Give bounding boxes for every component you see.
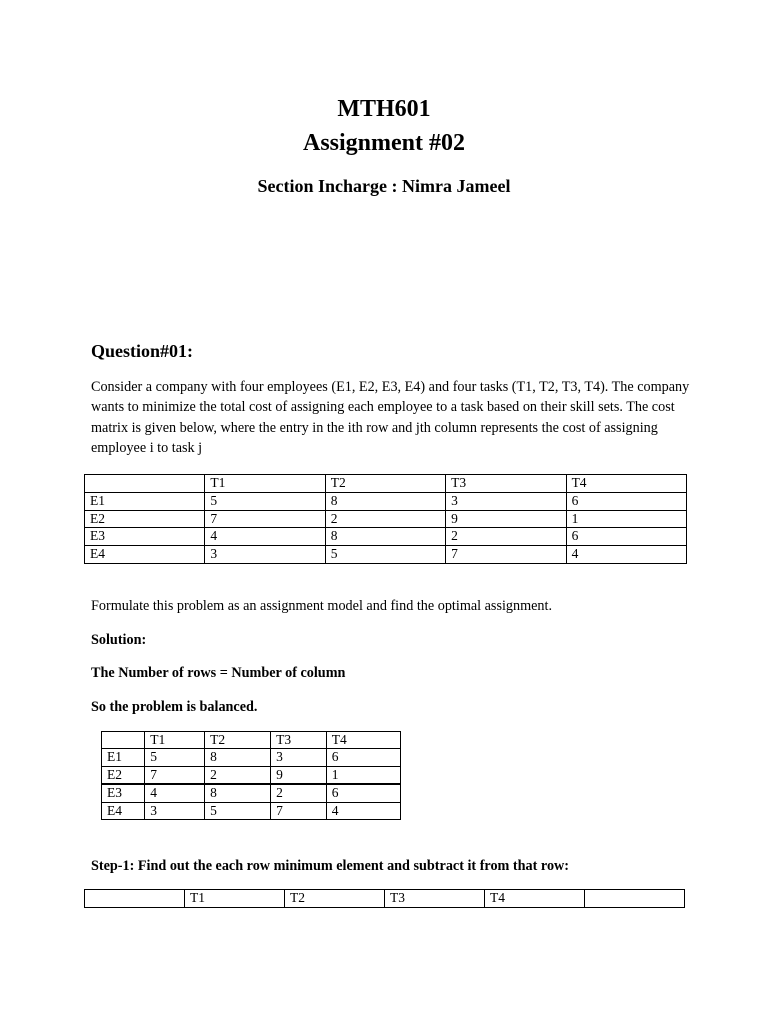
- row-label-cell: E3: [102, 784, 145, 802]
- formulate-instruction: Formulate this problem as an assignment model and find the optimal assignment.: [91, 598, 553, 614]
- header-cell: T2: [285, 890, 385, 908]
- table-cell: 4: [566, 546, 686, 564]
- table-cell: 7: [446, 546, 566, 564]
- table-row: [85, 510, 687, 528]
- table-header-row: [85, 890, 685, 908]
- table-row: [102, 802, 401, 819]
- table-cell: 5: [205, 802, 271, 819]
- table-cell: 7: [145, 766, 205, 784]
- header-cell: T1: [145, 732, 205, 749]
- table-cell: 2: [446, 528, 566, 546]
- header-cell: T4: [326, 732, 400, 749]
- header-cell: T1: [205, 475, 325, 493]
- table-row: [102, 749, 401, 766]
- header-cell: [85, 475, 205, 493]
- table-cell: 2: [271, 784, 327, 802]
- question-heading: Question#01:: [91, 341, 194, 361]
- header-cell: T4: [485, 890, 585, 908]
- table-cell: 7: [205, 510, 325, 528]
- header-cell: T2: [325, 475, 445, 493]
- table-cell: 5: [145, 749, 205, 766]
- header-cell: T1: [185, 890, 285, 908]
- table-row: [102, 766, 401, 784]
- step1-heading: Step-1: Find out the each row minimum element and subtract it from that row:: [91, 858, 570, 874]
- table-cell: 7: [271, 802, 327, 819]
- table-cell: 4: [326, 802, 400, 819]
- rows-columns-statement: The Number of rows = Number of column: [91, 665, 346, 681]
- table-header-row: [102, 732, 401, 749]
- header-cell: T3: [271, 732, 327, 749]
- table-cell: 8: [205, 749, 271, 766]
- header-cell: T3: [446, 475, 566, 493]
- question-paragraph: Consider a company with four employees (E1, E2, E3, E4) and four tasks (T1, T2, T3, T4). The company wants to minimize the total cost of assigning each employee to a task based on their skill sets. The cost matrix is given below, where the entry in the ith row and jth column represents the cost of assigning employee i to task j: [91, 379, 690, 457]
- table-cell: 5: [205, 492, 325, 510]
- table-cell: 5: [325, 546, 445, 564]
- course-code-title: MTH601: [337, 96, 431, 122]
- balanced-statement: So the problem is balanced.: [91, 699, 258, 715]
- row-label-cell: E2: [102, 766, 145, 784]
- header-cell: T4: [566, 475, 686, 493]
- table-cell: 8: [205, 784, 271, 802]
- table-cell: 2: [325, 510, 445, 528]
- table-cell: 9: [446, 510, 566, 528]
- table-cell: 8: [325, 492, 445, 510]
- table-cell: 4: [205, 528, 325, 546]
- table-cell: 4: [145, 784, 205, 802]
- table-cell: 1: [326, 766, 400, 784]
- section-incharge: Section Incharge : Nimra Jameel: [257, 176, 511, 196]
- table-row: [85, 546, 687, 564]
- cost-matrix-table: [84, 474, 687, 564]
- table-cell: 3: [205, 546, 325, 564]
- table-cell: 6: [566, 528, 686, 546]
- table-cell: 3: [145, 802, 205, 819]
- table-cell: 3: [271, 749, 327, 766]
- table-cell: 6: [326, 784, 400, 802]
- step1-table: [84, 889, 685, 908]
- row-label-cell: E2: [85, 510, 205, 528]
- table-cell: 8: [325, 528, 445, 546]
- row-label-cell: E1: [85, 492, 205, 510]
- header-cell: [585, 890, 685, 908]
- table-cell: 9: [271, 766, 327, 784]
- assignment-title: Assignment #02: [302, 130, 465, 156]
- table-row: [85, 492, 687, 510]
- table-cell: 3: [446, 492, 566, 510]
- balanced-cost-table: [101, 731, 401, 820]
- header-cell: T2: [205, 732, 271, 749]
- row-label-cell: E1: [102, 749, 145, 766]
- solution-label: Solution:: [91, 632, 147, 648]
- table-cell: 1: [566, 510, 686, 528]
- header-cell: [85, 890, 185, 908]
- table-header-row: [85, 475, 687, 493]
- table-cell: 6: [566, 492, 686, 510]
- row-label-cell: E4: [102, 802, 145, 819]
- header-cell: [102, 732, 145, 749]
- table-cell: 6: [326, 749, 400, 766]
- row-label-cell: E4: [85, 546, 205, 564]
- table-row: [102, 784, 401, 802]
- table-cell: 2: [205, 766, 271, 784]
- row-label-cell: E3: [85, 528, 205, 546]
- table-row: [85, 528, 687, 546]
- header-cell: T3: [385, 890, 485, 908]
